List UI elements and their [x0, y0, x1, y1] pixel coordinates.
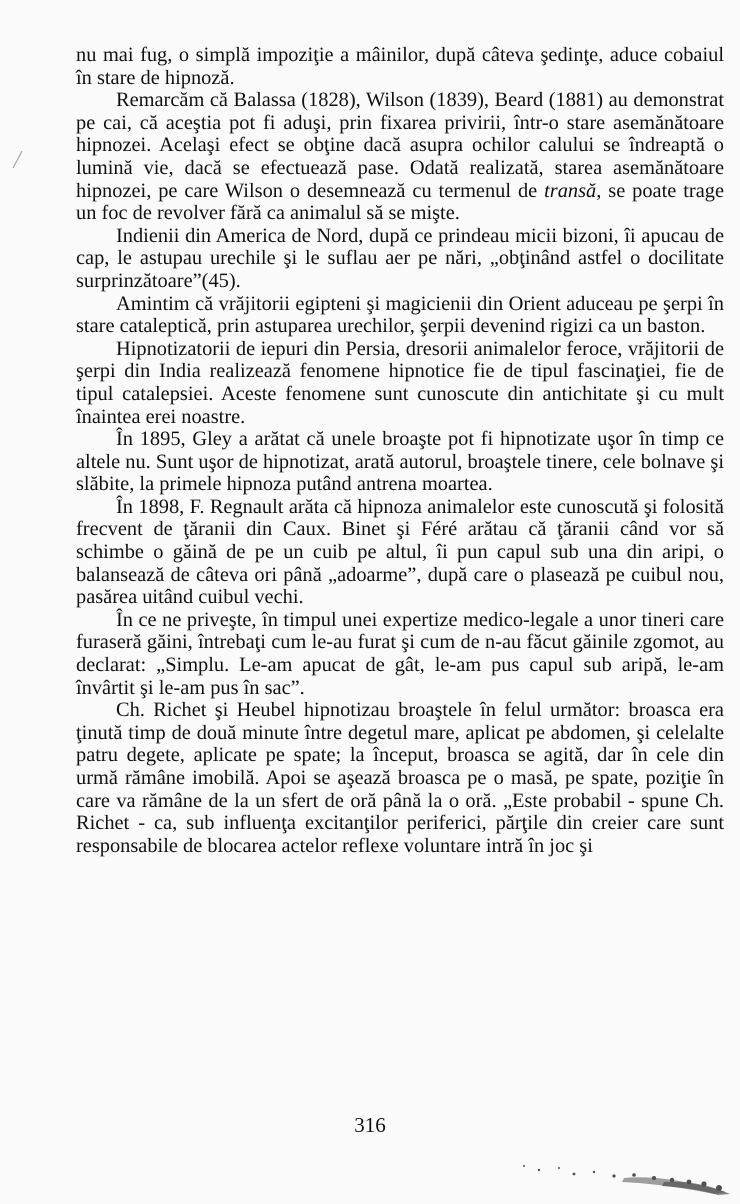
paragraph-2-emphasis: transă	[544, 179, 597, 202]
paragraph-8: În ce ne priveşte, în timpul unei expertize medico-legale a unor tineri care furaseră găini, întrebaţi cum le-au furat şi cum de n-au făcut găinile zgomot, au declarat: „Simplu. Le-am apucat de gât, le-am pus capul sub aripă, le-am învârtit şi le-am pus în sac”.	[76, 608, 724, 699]
paragraph-1: nu mai fug, o simplă impoziţie a mâinilor, după câteva şedinţe, aduce cobaiul în stare de hipnoză.	[76, 44, 724, 89]
paragraph-2-text-before: Remarcăm că Balassa (1828), Wilson (1839), Beard (1881) au demonstrat pe cai, că aceştia pot fi aduşi, prin fixarea privirii, într-o stare asemănătoare hipnozei. Acelaşi efect se obţine dacă asupra ochilor calului se îndreaptă o lumină vie, dacă se efectuează pase. Odată realizată, starea asemănătoare hipnozei, pe care Wilson o desemnează cu termenul de	[76, 89, 724, 202]
page-number: 316	[354, 1113, 386, 1137]
scan-smudge-mark	[504, 1156, 734, 1196]
paragraph-2	[76, 89, 724, 225]
paragraph-5: Hipnotizatorii de iepuri din Persia, dresorii animalelor feroce, vrăjitorii de şerpi din India realizează fenomene hipnotice fie de tipul fascinaţiei, fie de tipul catalepsiei. Aceste fenomene sunt cunoscute din antichitate şi cu mult înaintea erei noastre.	[76, 337, 724, 428]
paragraph-6: În 1895, Gley a arătat că unele broaşte pot fi hipnotizate uşor în timp ce altele nu. Sunt uşor de hipnotizat, arată autorul, broaştele tinere, cele bolnave şi slăbite, la primele hipnoza putând antrena moartea.	[76, 428, 724, 496]
paragraph-3: Indienii din America de Nord, după ce prindeau micii bizoni, îi apucau de cap, le astupau urechile şi le suflau aer pe nări, „obţinând astfel o docilitate surprinzătoare”(45).	[76, 224, 724, 292]
body-text	[76, 44, 724, 857]
paragraph-7: În 1898, F. Regnault arăta că hipnoza animalelor este cunoscută şi folosită frecvent de ţăranii din Caux. Binet şi Féré arătau că ţăranii când vor să schimbe o găină de pe un cuib pe altul, îi pun capul sub una din aripi, o balansează de câteva ori până „adoarme”, după care o plasează pe cuibul nou, pasărea uitând cuibul vechi.	[76, 495, 724, 609]
paragraph-2-text-after: , se poate trage un foc de revolver fără ca animalul să se mişte.	[76, 179, 724, 225]
scan-speck-mark	[10, 150, 24, 170]
paragraph-4: Amintim că vrăjitorii egipteni şi magicienii din Orient aduceau pe şerpi în stare cataleptică, prin astuparea urechilor, şerpii devenind rigizi ca un baston.	[76, 292, 724, 338]
paragraph-9: Ch. Richet şi Heubel hipnotizau broaştele în felul următor: broasca era ţinută timp de două minute între degetul mare, aplicat pe abdomen, şi celelalte patru degete, aplicate pe spate; la început, broasca se agită, dar în cele din urmă rămâne imobilă. Apoi se aşează broasca pe o masă, pe spate, poziţie în care va rămâne de la un sfert de oră până la o oră. „Este probabil - spune Ch. Richet - ca, sub influenţa excitanţilor periferici, părţile din creier care sunt responsabile de blocarea actelor reflexe voluntare intră în joc şi	[76, 699, 724, 857]
